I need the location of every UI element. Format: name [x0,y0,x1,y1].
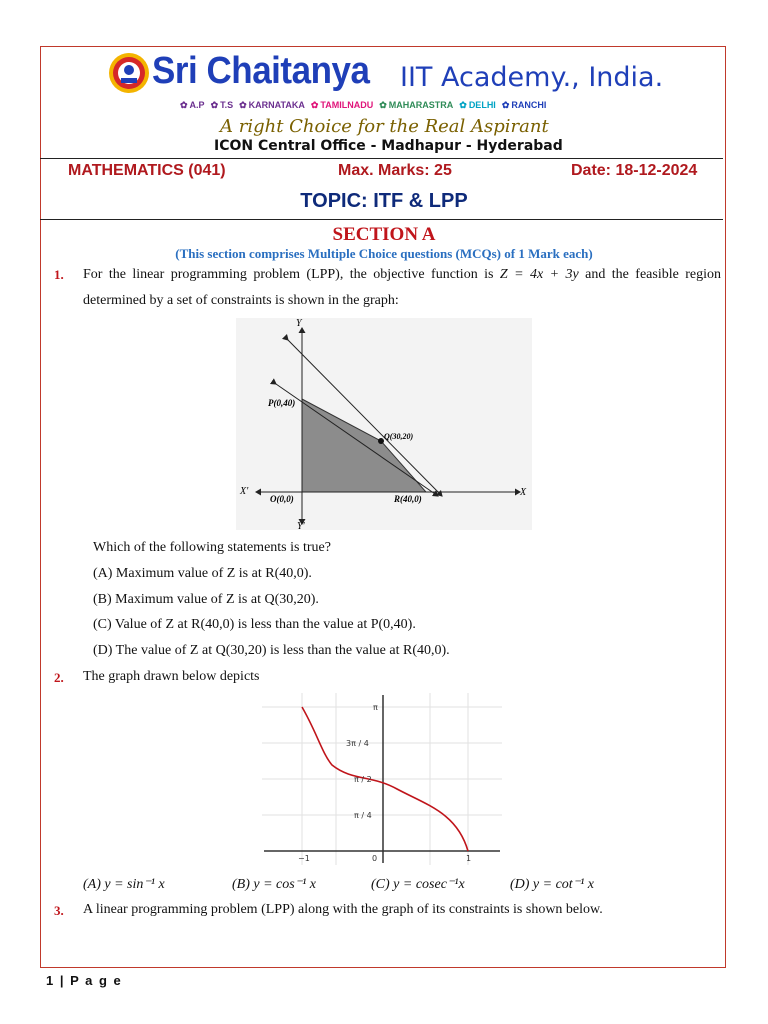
label-x: X [520,487,527,498]
label-x-neg: X' [240,486,249,497]
region-item [211,100,234,110]
region-label: MAHARASTRA [388,100,454,110]
region-item [502,100,547,110]
tick-pi-4: π / 4 [354,811,372,820]
region-item [459,100,496,110]
region-item [180,100,205,110]
label-p: P(0,40) [268,398,296,408]
question-prompt: Which of the following statements is true? [93,540,331,555]
region-item [379,100,453,110]
region-label: TAMILNADU [320,100,374,110]
option-d: (D) y = cot⁻¹ x [510,877,594,892]
flower-icon: ✿ [210,100,219,110]
region-label: RANCHI [511,100,547,110]
tick-3pi-4: 3π / 4 [346,739,369,748]
subject-code: MATHEMATICS (041) [68,162,226,179]
question-number: 2. [54,670,64,685]
option-a: (A) y = sin⁻¹ x [83,877,165,892]
header-divider [40,158,723,159]
flower-icon: ✿ [379,100,387,110]
academy-logo-icon [108,52,150,94]
flower-icon: ✿ [310,100,319,110]
option-d: (D) The value of Z at Q(30,20) is less than the value at R(40,0). [93,643,450,658]
max-marks: Max. Marks: 25 [338,162,452,179]
brand-suffix: IIT Academy., India. [400,62,664,93]
objective-function: Z = 4x + 3y [499,267,579,282]
option-c: (C) Value of Z at R(40,0) is less than the value at P(0,40). [93,617,416,632]
flower-icon: ✿ [501,100,510,110]
tagline: A right Choice for the Real Aspirant [220,116,549,137]
question-number: 3. [54,903,64,918]
exam-date: Date: 18-12-2024 [571,162,698,179]
inverse-trig-graph [262,693,502,865]
flower-icon: ✿ [459,100,467,110]
section-note: (This section comprises Multiple Choice questions (MCQs) of 1 Mark each) [175,246,593,261]
region-label: KARNATAKA [248,100,305,110]
page-number: 1 | P a g e [46,973,123,988]
question-text-a: For the linear programming problem (LPP), the objective function is [83,267,500,282]
label-q: Q(30,20) [384,432,414,441]
flower-icon: ✿ [180,100,188,110]
region-label: DELHI [468,100,496,110]
question-text [83,262,721,314]
tick-zero: 0 [372,854,378,863]
brand-name: Sri Chaitanya [152,50,370,92]
region-item [239,100,305,110]
label-y-neg: Y' [297,521,305,530]
topic-title: TOPIC: ITF & LPP [300,190,468,212]
label-y: Y [296,318,302,329]
region-item [311,100,373,110]
question-number: 1. [54,267,64,282]
question-text: The graph drawn below depicts [83,669,260,684]
flower-icon: ✿ [239,100,247,110]
question-text-b: and the feasible region determined by a set of constraints is shown in the graph: [83,267,721,308]
tick-pi: π [373,703,378,712]
region-label: T.S [220,100,234,110]
region-label: A.P [189,100,205,110]
option-b: (B) Maximum value of Z is at Q(30,20). [93,592,319,607]
tick-neg1: −1 [298,854,310,863]
section-title: SECTION A [332,224,436,245]
lpp-feasible-region-graph [236,318,532,530]
label-o: O(0,0) [270,494,294,504]
option-b: (B) y = cos⁻¹ x [232,877,316,892]
label-r: R(40,0) [394,494,422,504]
option-a: (A) Maximum value of Z is at R(40,0). [93,566,312,581]
regions-list [180,100,552,111]
office-address: ICON Central Office - Madhapur - Hyderabad [214,138,563,154]
tick-one: 1 [466,854,472,863]
topic-divider [40,219,723,220]
option-c: (C) y = cosec⁻¹x [371,877,465,892]
question-text: A linear programming problem (LPP) along with the graph of its constraints is shown below. [83,902,603,917]
tick-pi-2: π / 2 [354,775,372,784]
